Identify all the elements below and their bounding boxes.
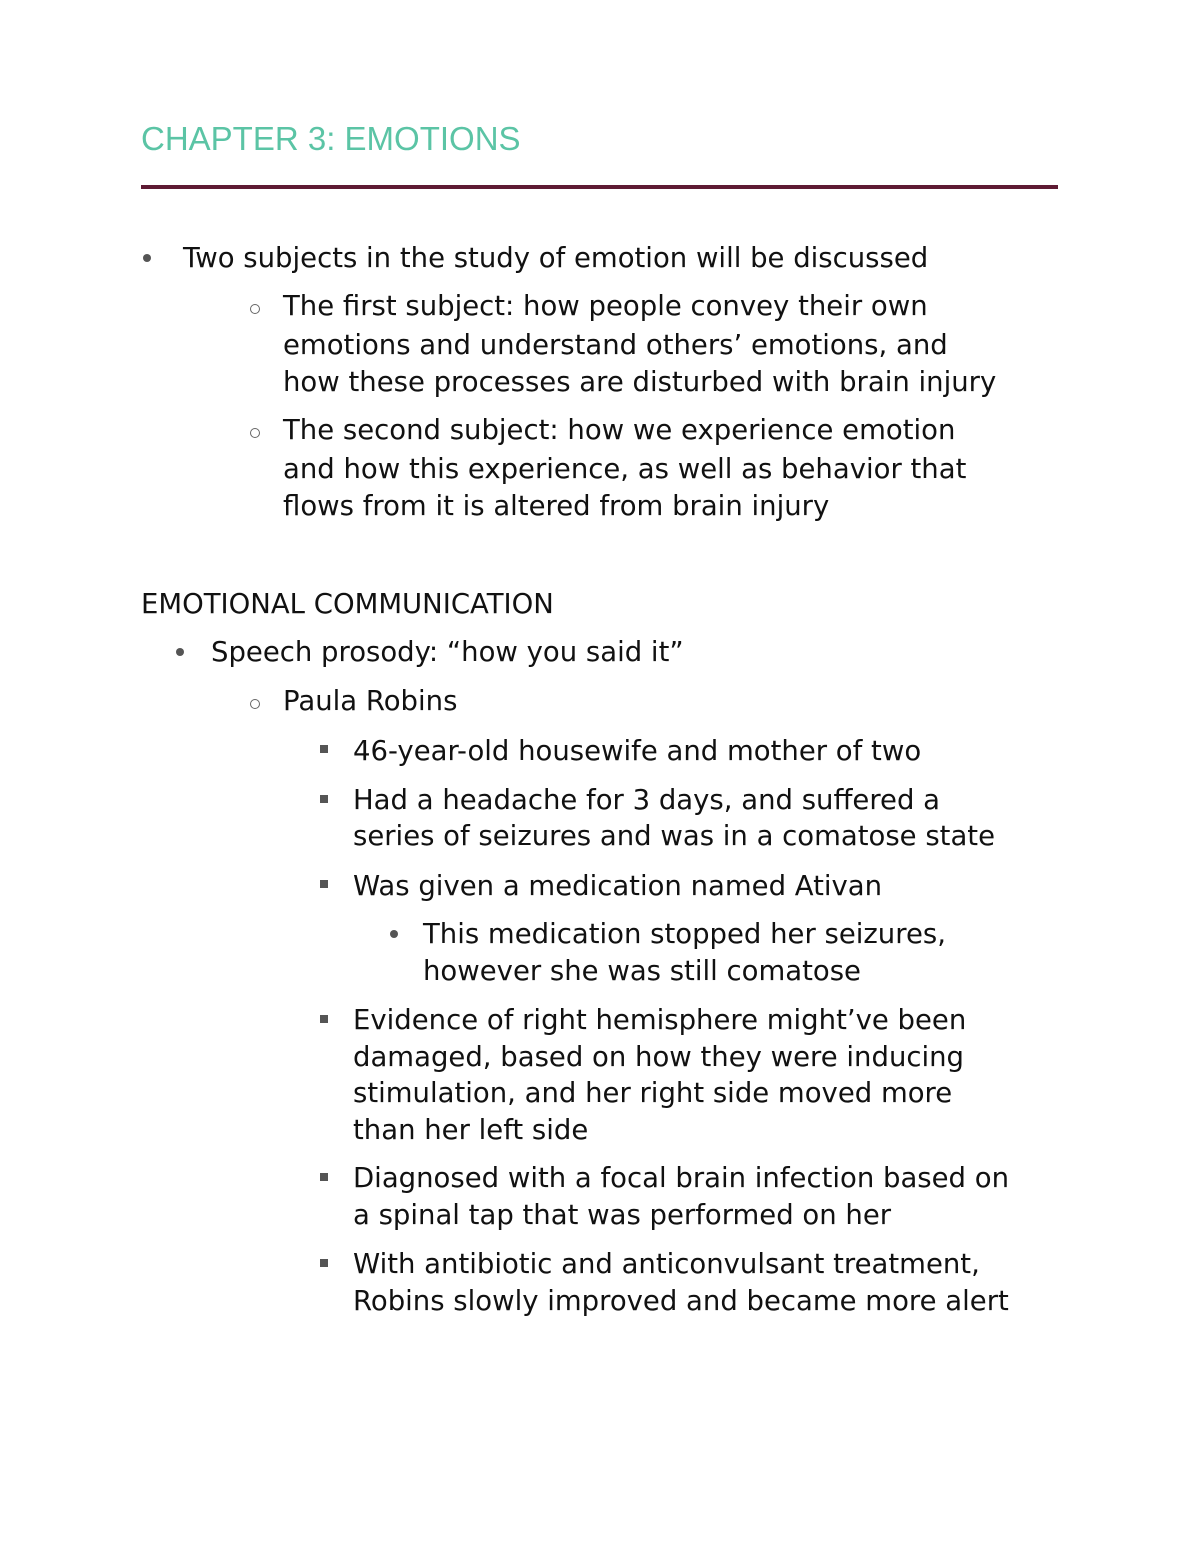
item-6-line2: a spinal tap that was performed on her — [353, 1199, 892, 1231]
item-3: Was given a medication named Ativan — [353, 870, 883, 902]
chapter-title: CHAPTER 3: EMOTIONS — [141, 120, 521, 157]
item-4-line2: however she was still comatose — [423, 955, 861, 987]
bullet-square-icon — [320, 1173, 328, 1181]
bullet-square-icon — [320, 795, 328, 803]
item-1: 46-year-old housewife and mother of two — [353, 735, 922, 767]
title-divider — [141, 185, 1058, 189]
bullet-circle-icon — [250, 428, 260, 438]
item-6-line1: Diagnosed with a focal brain infection based on — [353, 1162, 1009, 1194]
subject-name: Paula Robins — [283, 685, 458, 717]
bullet-square-icon — [320, 880, 328, 888]
bullet-dot-icon — [143, 254, 151, 262]
intro-sub1-line3: how these processes are disturbed with brain injury — [283, 366, 997, 398]
item-5-line1: Evidence of right hemisphere might’ve been — [353, 1004, 967, 1036]
intro-sub1-line2: emotions and understand others’ emotions, and — [283, 329, 948, 361]
item-2-line2: series of seizures and was in a comatose state — [353, 820, 996, 852]
intro-sub2-line3: flows from it is altered from brain injury — [283, 490, 830, 522]
item-7-line2: Robins slowly improved and became more alert — [353, 1285, 1009, 1317]
bullet-square-icon — [320, 1015, 328, 1023]
section-heading: EMOTIONAL COMMUNICATION — [141, 588, 554, 620]
item-4-line1: This medication stopped her seizures, — [423, 918, 946, 950]
item-2-line1: Had a headache for 3 days, and suffered a — [353, 784, 940, 816]
item-7-line1: With antibiotic and anticonvulsant treatment, — [353, 1248, 980, 1280]
item-5-line4: than her left side — [353, 1114, 589, 1146]
intro-bullet: Two subjects in the study of emotion will be discussed — [183, 242, 929, 274]
intro-sub2-line1: The second subject: how we experience emotion — [283, 414, 956, 446]
bullet-square-icon — [320, 745, 328, 753]
item-5-line2: damaged, based on how they were inducing — [353, 1041, 965, 1073]
item-5-line3: stimulation, and her right side moved more — [353, 1077, 953, 1109]
intro-sub2-line2: and how this experience, as well as behavior that — [283, 453, 967, 485]
intro-sub1-line1: The first subject: how people convey their own — [283, 290, 928, 322]
bullet-circle-icon — [250, 699, 260, 709]
bullet-dot-icon — [390, 930, 398, 938]
bullet-circle-icon — [250, 304, 260, 314]
bullet-square-icon — [320, 1259, 328, 1267]
prosody-bullet: Speech prosody: “how you said it” — [211, 636, 684, 668]
bullet-dot-icon — [176, 648, 184, 656]
